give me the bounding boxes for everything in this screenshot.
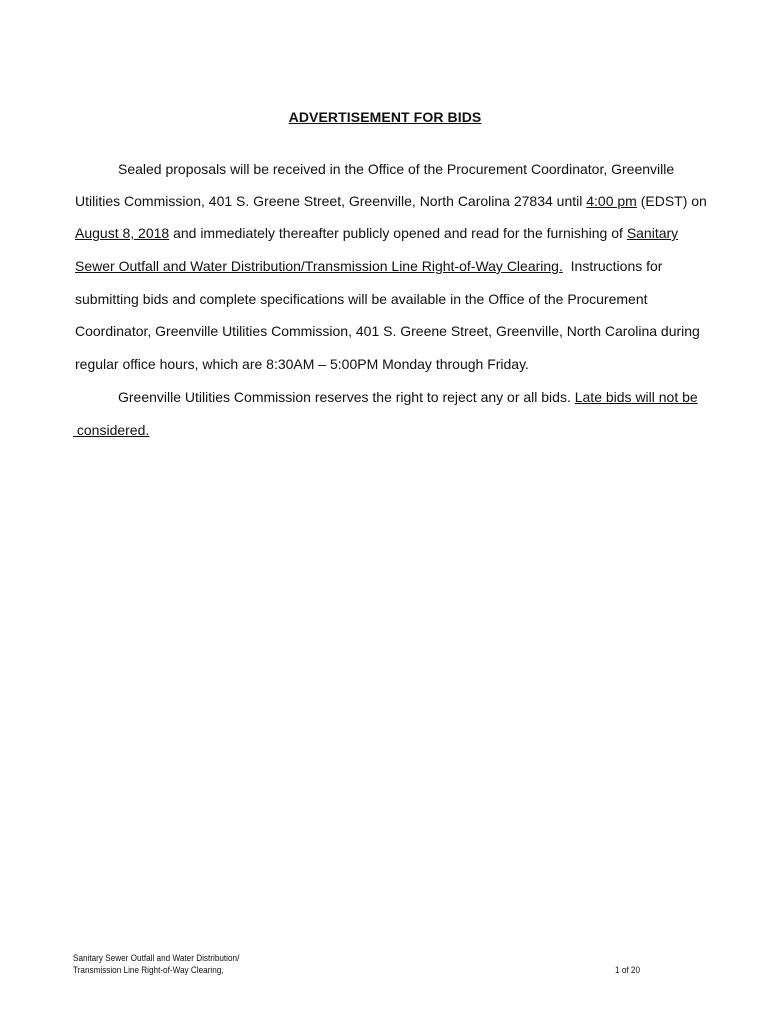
paragraph2-line2 — [73, 421, 149, 439]
text-span: Sealed proposals will be received in the Office of the Procurement Coordinator, Greenville — [118, 161, 675, 177]
text-span: Coordinator, Greenville Utilities Commission, 401 S. Greene Street, Greenville, North Carolina during — [75, 323, 700, 339]
footer-line2: Transmission Line Right-of-Way Clearing, — [73, 965, 224, 976]
late-bids-notice-cont: considered. — [73, 422, 150, 438]
bid-opening-date: August 8, 2018 — [75, 225, 170, 241]
text-span: and immediately thereafter publicly opened and read for the furnishing of — [169, 225, 627, 241]
late-bids-notice: Late bids will not be — [574, 389, 698, 405]
paragraph1-line1 — [118, 160, 674, 178]
paragraph1-line2 — [75, 192, 707, 210]
text-span: Greenville Utilities Commission reserves the right to reject any or all bids. — [118, 389, 575, 405]
text-span: submitting bids and complete specifications will be available in the Office of the Procurement — [75, 291, 648, 307]
text-span: Instructions for — [562, 258, 663, 274]
project-name-part1: Sanitary — [626, 225, 679, 241]
project-name-part2: Sewer Outfall and Water Distribution/Transmission Line Right-of-Way Clearing. — [75, 258, 563, 274]
paragraph2-line1 — [118, 388, 698, 406]
document-title: ADVERTISEMENT FOR BIDS — [288, 109, 482, 125]
text-span: Utilities Commission, 401 S. Greene Street, Greenville, North Carolina 27834 until — [75, 193, 587, 209]
bid-opening-time: 4:00 pm — [586, 193, 637, 209]
paragraph1-line6 — [75, 322, 700, 340]
paragraph1-line3 — [75, 224, 678, 242]
footer-line1: Sanitary Sewer Outfall and Water Distribution/ — [73, 953, 240, 964]
paragraph1-line5 — [75, 290, 648, 308]
text-span: (EDST) on — [636, 193, 707, 209]
paragraph1-line4 — [75, 257, 662, 275]
text-span: regular office hours, which are 8:30AM – 5:00PM Monday through Friday. — [75, 356, 529, 372]
footer-project-name — [73, 953, 239, 977]
paragraph1-line7 — [75, 355, 529, 373]
page-number: 1 of 20 — [615, 965, 640, 976]
